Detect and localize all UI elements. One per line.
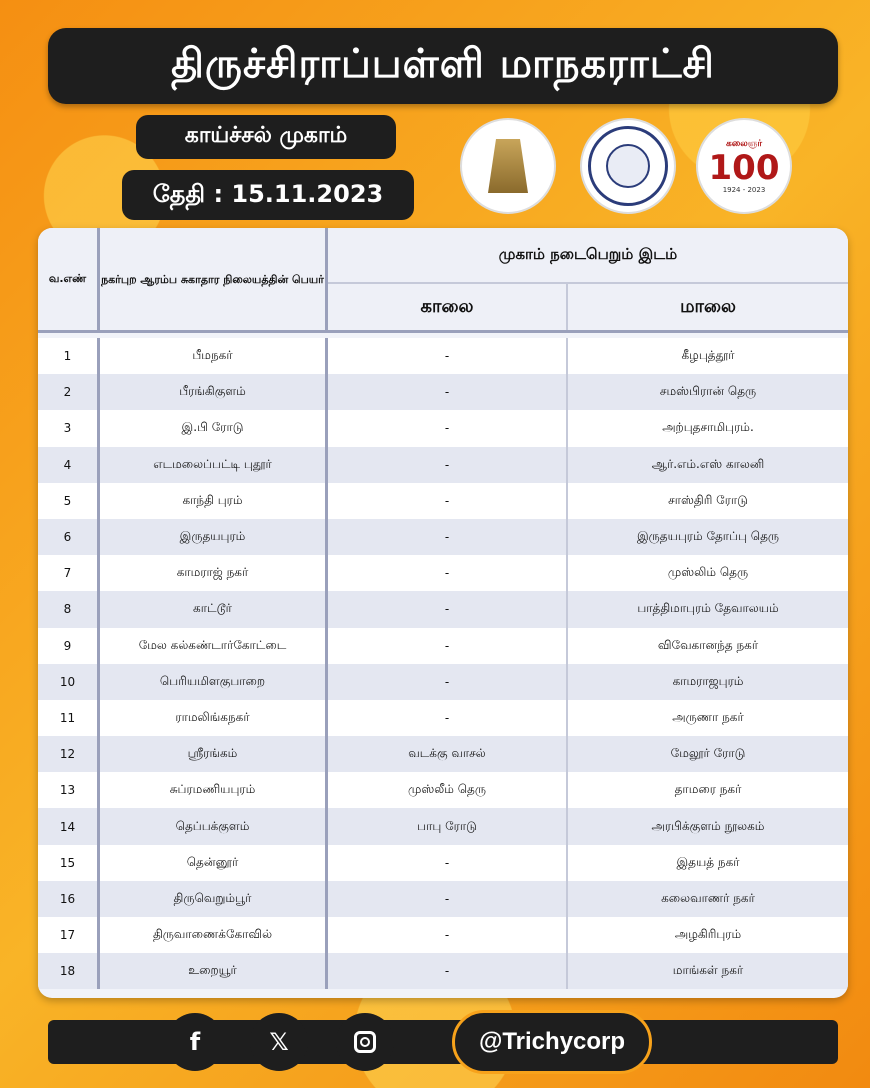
- instagram-icon[interactable]: [336, 1013, 394, 1071]
- header-serial-no: வ.எண்: [38, 228, 100, 330]
- cell-serial-no: 14: [38, 808, 100, 844]
- cell-serial-no: 4: [38, 447, 100, 483]
- table-row: [38, 736, 848, 772]
- centenary-years: 1924 - 2023: [722, 185, 766, 194]
- centenary-number: 100: [708, 147, 780, 188]
- table-row: [38, 772, 848, 808]
- cell-health-centre: எடமலைப்பட்டி புதூர்: [100, 447, 328, 483]
- cell-morning-venue: -: [328, 664, 568, 700]
- cell-health-centre: இ.பி ரோடு: [100, 410, 328, 446]
- page-title: திருச்சிராப்பள்ளி மாநகராட்சி: [48, 28, 838, 104]
- cell-health-centre: திருவெறும்பூர்: [100, 881, 328, 917]
- cell-evening-venue: அருணா நகர்: [672, 709, 744, 724]
- table-row: [38, 447, 848, 483]
- cell-evening-venue: பாத்திமாபுரம் தேவாலயம்: [637, 601, 779, 616]
- table-row: [38, 700, 848, 736]
- table-row: [38, 845, 848, 881]
- camp-schedule-table: [38, 228, 848, 998]
- cell-morning-venue: -: [328, 374, 568, 410]
- table-row: [38, 664, 848, 700]
- cell-serial-no: 8: [38, 591, 100, 627]
- cell-morning-venue: -: [328, 555, 568, 591]
- cell-health-centre: இருதயபுரம்: [100, 519, 328, 555]
- table-header: [38, 228, 848, 330]
- cell-evening-venue: தாமரை நகர்: [674, 782, 742, 797]
- cell-evening-venue: சாஸ்திரி ரோடு: [668, 492, 748, 507]
- cell-morning-venue: -: [328, 881, 568, 917]
- cell-evening-venue: இதயத் நகர்: [676, 854, 740, 869]
- cell-morning-venue: -: [328, 447, 568, 483]
- cell-serial-no: 18: [38, 953, 100, 989]
- cell-serial-no: 9: [38, 628, 100, 664]
- cell-evening-venue: மேலூர் ரோடு: [670, 746, 746, 761]
- cell-evening-venue: கீழபுத்தூர்: [681, 348, 735, 363]
- cell-evening-venue: ஆர்.எம்.எஸ் காலனி: [651, 456, 765, 471]
- cell-morning-venue: பாபு ரோடு: [328, 808, 568, 844]
- table-row: [38, 519, 848, 555]
- cell-evening-venue: கலைவாணர் நகர்: [661, 890, 755, 905]
- cell-serial-no: 16: [38, 881, 100, 917]
- cell-morning-venue: -: [328, 591, 568, 627]
- cell-evening-venue: மாங்கள் நகர்: [672, 963, 744, 978]
- header-morning: காலை: [328, 284, 568, 330]
- cell-serial-no: 15: [38, 845, 100, 881]
- table-row: [38, 338, 848, 374]
- cell-health-centre: ஸ்ரீரங்கம்: [100, 736, 328, 772]
- cell-health-centre: உறையூர்: [100, 953, 328, 989]
- cell-morning-venue: -: [328, 519, 568, 555]
- cell-serial-no: 10: [38, 664, 100, 700]
- cell-health-centre: ராமலிங்கநகர்: [100, 700, 328, 736]
- cell-evening-venue: அழகிரிபுரம்: [674, 927, 742, 942]
- cell-health-centre: திருவாணைக்கோவில்: [100, 917, 328, 953]
- corporation-seal-icon: [580, 118, 676, 214]
- cell-morning-venue: -: [328, 483, 568, 519]
- table-row: [38, 808, 848, 844]
- cell-health-centre: காமராஜ் நகர்: [100, 555, 328, 591]
- table-row: [38, 483, 848, 519]
- header-health-centre: நகர்புற ஆரம்ப சுகாதார நிலையத்தின் பெயர்: [100, 228, 328, 330]
- cell-evening-venue: இருதயபுரம் தோப்பு தெரு: [636, 529, 780, 544]
- cell-serial-no: 12: [38, 736, 100, 772]
- x-twitter-icon[interactable]: 𝕏: [250, 1013, 308, 1071]
- table-row: [38, 374, 848, 410]
- cell-health-centre: காந்தி புரம்: [100, 483, 328, 519]
- cell-evening-venue: விவேகானந்த நகர்: [657, 637, 759, 652]
- cell-evening-venue: சமஸ்பிரான் தெரு: [659, 384, 757, 399]
- header-venue: முகாம் நடைபெறும் இடம்: [328, 228, 848, 284]
- table-row: [38, 410, 848, 446]
- date-label: தேதி : 15.11.2023: [122, 170, 414, 220]
- table-row: [38, 953, 848, 989]
- cell-morning-venue: -: [328, 845, 568, 881]
- cell-morning-venue: -: [328, 917, 568, 953]
- social-handle[interactable]: @Trichycorp: [452, 1010, 652, 1074]
- table-row: [38, 628, 848, 664]
- cell-morning-venue: -: [328, 953, 568, 989]
- cell-health-centre: பீரங்கிகுளம்: [100, 374, 328, 410]
- cell-morning-venue: -: [328, 628, 568, 664]
- table-row: [38, 917, 848, 953]
- cell-morning-venue: -: [328, 410, 568, 446]
- cell-health-centre: பீமநகர்: [100, 338, 328, 374]
- header-evening: மாலை: [680, 295, 736, 317]
- cell-serial-no: 3: [38, 410, 100, 446]
- cell-health-centre: காட்டூர்: [100, 591, 328, 627]
- table-row: [38, 591, 848, 627]
- cell-morning-venue: முஸ்லீம் தெரு: [328, 772, 568, 808]
- table-body: [38, 338, 848, 989]
- cell-health-centre: மேல கல்கண்டார்கோட்டை: [100, 628, 328, 664]
- kalaignar-100-logo: [696, 118, 792, 214]
- cell-health-centre: சுப்ரமணியபுரம்: [100, 772, 328, 808]
- cell-health-centre: தெப்பக்குளம்: [100, 808, 328, 844]
- cell-evening-venue: அற்புதசாமிபுரம்.: [662, 420, 754, 435]
- cell-morning-venue: -: [328, 338, 568, 374]
- cell-serial-no: 13: [38, 772, 100, 808]
- cell-morning-venue: -: [328, 700, 568, 736]
- table-row: [38, 555, 848, 591]
- cell-serial-no: 5: [38, 483, 100, 519]
- table-row: [38, 881, 848, 917]
- kalaignar-label: கலைஞர்: [725, 138, 763, 149]
- cell-serial-no: 17: [38, 917, 100, 953]
- cell-serial-no: 6: [38, 519, 100, 555]
- cell-morning-venue: வடக்கு வாசல்: [328, 736, 568, 772]
- cell-serial-no: 11: [38, 700, 100, 736]
- camp-label: காய்ச்சல் முகாம்: [136, 115, 396, 159]
- cell-health-centre: தென்னூர்: [100, 845, 328, 881]
- cell-health-centre: பெரியமிளகுபாறை: [100, 664, 328, 700]
- cell-serial-no: 1: [38, 338, 100, 374]
- tamil-nadu-emblem-icon: [460, 118, 556, 214]
- facebook-icon[interactable]: f: [166, 1013, 224, 1071]
- cell-serial-no: 2: [38, 374, 100, 410]
- cell-evening-venue: காமராஜபுரம்: [672, 673, 744, 688]
- cell-evening-venue: முஸ்லிம் தெரு: [667, 565, 749, 580]
- cell-serial-no: 7: [38, 555, 100, 591]
- cell-evening-venue: அரபிக்குளம் நூலகம்: [651, 818, 765, 833]
